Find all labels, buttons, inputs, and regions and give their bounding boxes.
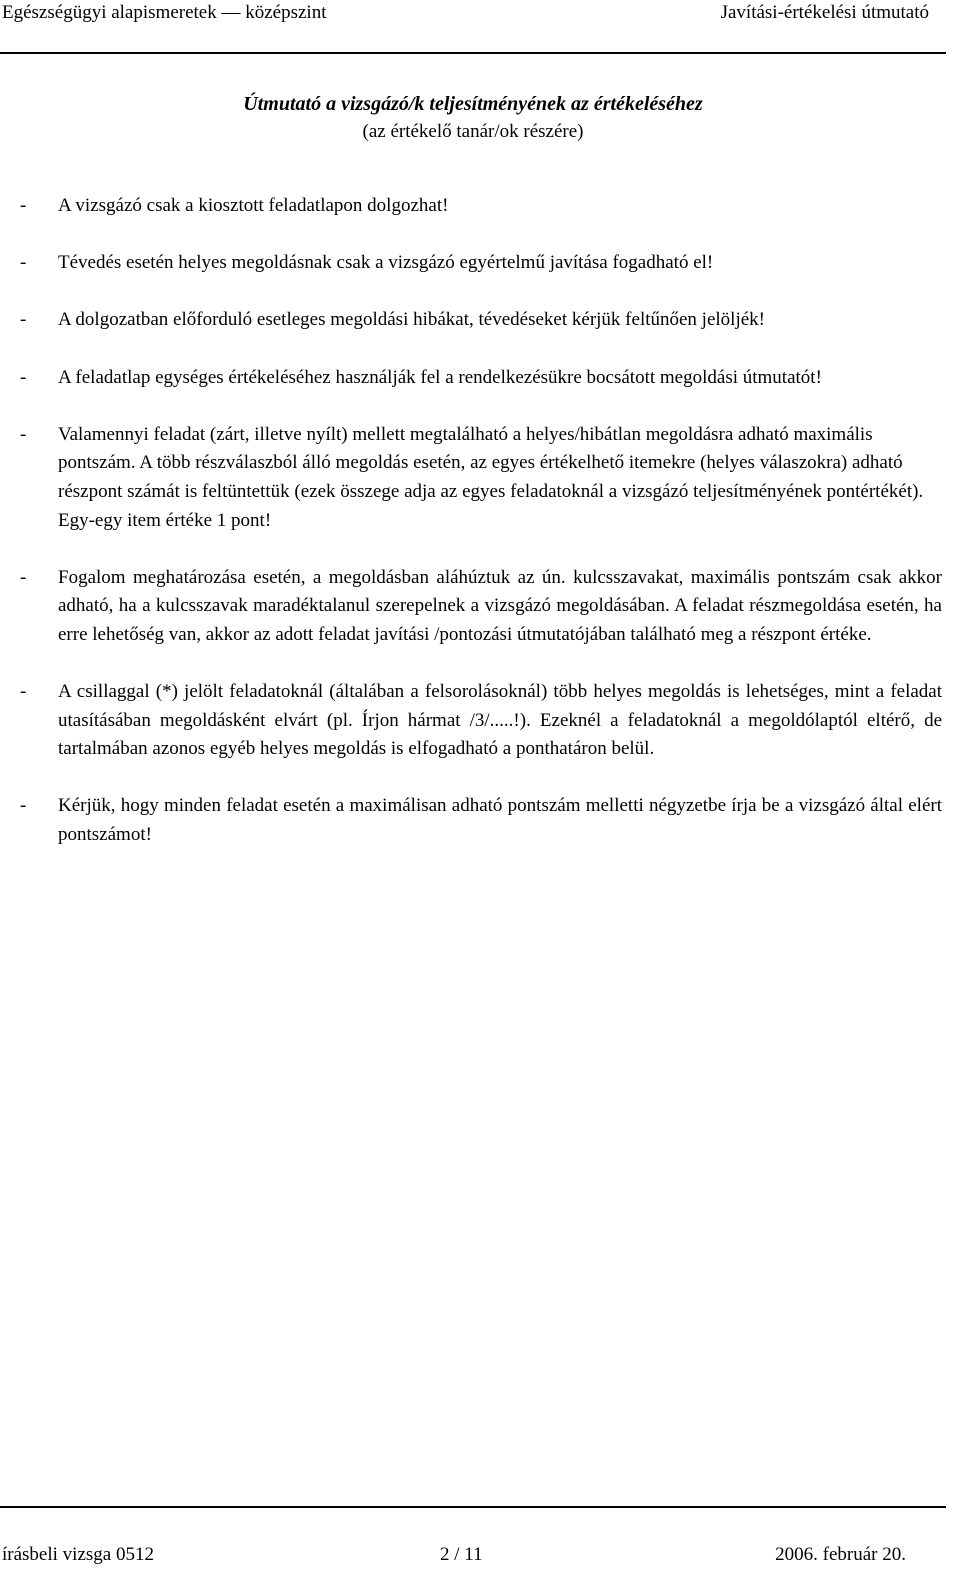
- instruction-text: Valamennyi feladat (zárt, illetve nyílt) mellett megtalálható a helyes/hibátlan megoldásra adható maximális pontszám. A több részválaszból álló megoldás esetén, az egyes értékelhető itemekre (helyes válaszokra) adható részpont számát is feltüntettük (ezek összege adja az egyes feladatoknál a vizsgázó teljesítményének pontértékét). Egy-egy item értéke 1 pont!: [58, 423, 924, 531]
- instruction-item: [14, 249, 942, 278]
- instruction-item: [14, 792, 942, 849]
- bullet-dash: -: [20, 195, 27, 216]
- instruction-text: Fogalom meghatározása esetén, a megoldásban aláhúztuk az ún. kulcsszavakat, maximális pontszám csak akkor adható, ha a kulcsszavak maradéktalanul szerepelnek a vizsgázó megoldásában. A feladat részmegoldása esetén, ha erre lehetőség van, akkor az adott feladat javítási /pontozási útmutatójában található meg a részpont értéke.: [58, 566, 942, 645]
- bullet-dash: -: [20, 566, 27, 588]
- bullet-dash: -: [20, 681, 27, 703]
- footer-page-number: 2 / 11: [440, 1544, 483, 1565]
- page-title: Útmutató a vizsgázó/k teljesítményének az értékeléséhez: [243, 93, 703, 115]
- header-subject: Egészségügyi alapismeretek — középszint: [2, 2, 327, 23]
- title-block: [0, 90, 946, 146]
- bullet-dash: -: [20, 252, 27, 274]
- page-footer: [0, 1500, 946, 1596]
- instruction-list: [14, 192, 942, 878]
- instruction-item: [14, 306, 942, 335]
- footer-exam-code: írásbeli vizsga 0512: [2, 1544, 154, 1565]
- instruction-text: A csillaggal (*) jelölt feladatoknál (általában a felsorolásoknál) több helyes megoldás is lehetséges, mint a feladat utasításában megoldásként elvárt (pl. Írjon hármat /3/.....!). Ezeknél a feladatoknál a megoldólaptól eltérő, de tartalmában azonos egyéb helyes megoldás is elfogadható a ponthatáron belül.: [58, 681, 942, 760]
- bullet-dash: -: [20, 423, 27, 445]
- bullet-dash: -: [20, 309, 27, 331]
- header-divider: [0, 52, 946, 54]
- footer-divider: [0, 1506, 946, 1508]
- footer-date: 2006. február 20.: [775, 1544, 906, 1565]
- header-doc-type: Javítási-értékelési útmutató: [720, 2, 929, 23]
- instruction-item: [14, 678, 942, 764]
- instruction-item: [14, 364, 942, 393]
- page-subtitle: (az értékelő tanár/ok részére): [362, 121, 584, 142]
- instruction-item: [14, 564, 942, 650]
- instruction-text: Kérjük, hogy minden feladat esetén a maximálisan adható pontszám melletti négyzetbe írja be a vizsgázó által elért pontszámot!: [58, 795, 942, 846]
- instruction-item: [14, 192, 942, 221]
- instruction-text: A feladatlap egységes értékeléséhez használják fel a rendelkezésükre bocsátott megoldási útmutatót!: [58, 366, 822, 388]
- bullet-dash: -: [20, 366, 27, 388]
- bullet-dash: -: [20, 795, 27, 817]
- page-header: [0, 0, 946, 54]
- instruction-item: [14, 421, 942, 535]
- instruction-text: A vizsgázó csak a kiosztott feladatlapon dolgozhat!: [58, 195, 449, 216]
- instruction-text: A dolgozatban előforduló esetleges megoldási hibákat, tévedéseket kérjük feltűnően jelöljék!: [58, 309, 765, 331]
- instruction-text: Tévedés esetén helyes megoldásnak csak a vizsgázó egyértelmű javítása fogadható el!: [58, 252, 714, 274]
